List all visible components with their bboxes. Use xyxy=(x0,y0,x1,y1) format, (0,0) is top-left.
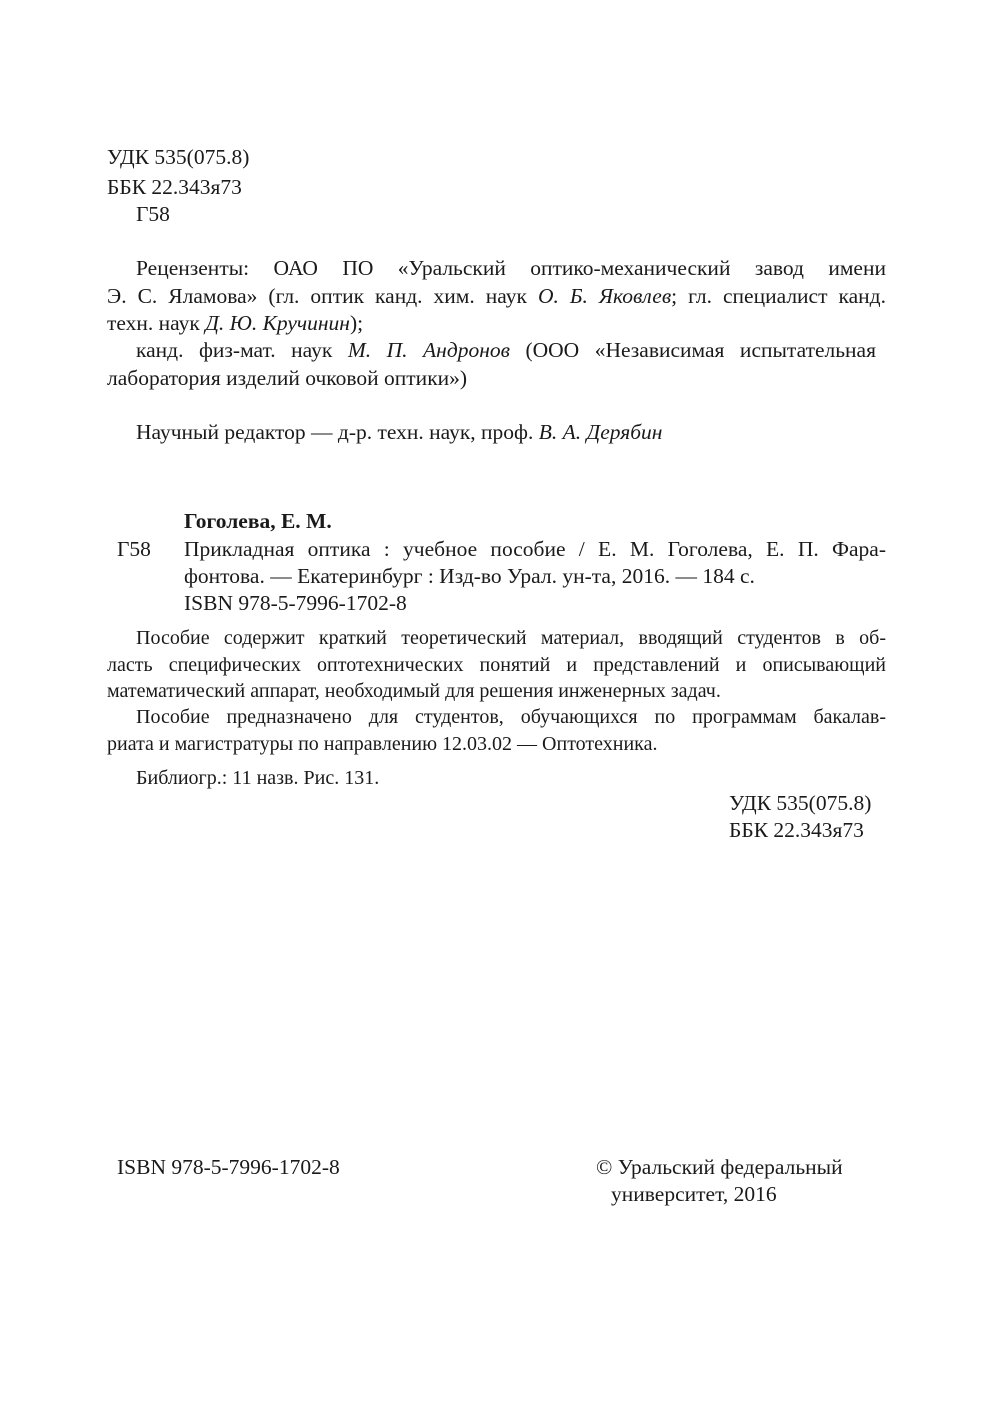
reviewers-line-3-text-a: техн. наук xyxy=(107,311,206,335)
reviewers-line-1: Рецензенты: ОАО ПО «Уральский оптико-механический завод имени xyxy=(136,256,886,280)
udk-code: УДК 535(075.8) xyxy=(107,145,250,169)
record-title-line-2: фонтова. — Екатеринбург : Изд-во Урал. ун-та, 2016. — 184 с. xyxy=(184,564,755,588)
annotation-p1-line-3: математический аппарат, необходимый для решения инженерных задач. xyxy=(107,680,721,702)
record-author: Гоголева, Е. М. xyxy=(184,509,332,533)
record-title-line-1: Прикладная оптика : учебное пособие / Е. М. Гоголева, Е. П. Фара- xyxy=(184,537,886,561)
annotation-p1-line-2: ласть специфических оптотехнических понятий и представлений и описывающий xyxy=(107,654,886,676)
reviewers-line-4-text-b: (ООО «Независимая испытательная xyxy=(509,338,876,362)
reviewer-name-andronov: М. П. Андронов xyxy=(347,338,510,362)
reviewers-line-4 xyxy=(136,340,876,362)
annotation-p2-line-2: риата и магистратуры по направлению 12.03.02 — Оптотехника. xyxy=(107,733,658,755)
bibliography-note: Библиогр.: 11 назв. Рис. 131. xyxy=(136,767,380,789)
reviewers-line-3-text-b: ); xyxy=(349,311,364,335)
reviewers-line-2 xyxy=(107,286,886,308)
record-isbn: ISBN 978-5-7996-1702-8 xyxy=(184,591,407,615)
reviewers-line-2-text-b: ; гл. специалист канд. xyxy=(671,284,886,308)
scientific-editor-text: Научный редактор — д-р. техн. наук, проф. xyxy=(136,420,539,444)
scientific-editor-name: В. А. Дерябин xyxy=(538,420,663,444)
bbk-code-right: ББК 22.343я73 xyxy=(729,818,864,842)
udk-code-right: УДК 535(075.8) xyxy=(729,791,872,815)
scientific-editor xyxy=(136,422,662,444)
reviewer-name-kruchinin: Д. Ю. Кручинин xyxy=(205,311,350,335)
author-mark-code: Г58 xyxy=(136,202,170,226)
record-code: Г58 xyxy=(117,537,151,561)
footer-isbn: ISBN 978-5-7996-1702-8 xyxy=(117,1155,340,1179)
reviewer-name-yakovlev: О. Б. Яковлев xyxy=(537,284,672,308)
reviewers-line-2-text-a: Э. С. Яламова» (гл. оптик канд. хим. наук xyxy=(107,284,538,308)
copyright-line-2: университет, 2016 xyxy=(611,1182,777,1206)
bbk-code: ББК 22.343я73 xyxy=(107,175,242,199)
reviewers-line-3 xyxy=(107,313,363,335)
reviewers-line-4-text-a: канд. физ-мат. наук xyxy=(136,338,348,362)
reviewers-line-5: лаборатория изделий очковой оптики») xyxy=(107,366,468,390)
annotation-p1-line-1: Пособие содержит краткий теоретический материал, вводящий студентов в об- xyxy=(136,627,886,649)
annotation-p2-line-1: Пособие предназначено для студентов, обучающихся по программам бакалав- xyxy=(136,706,886,728)
copyright-line-1: © Уральский федеральный xyxy=(596,1155,843,1179)
